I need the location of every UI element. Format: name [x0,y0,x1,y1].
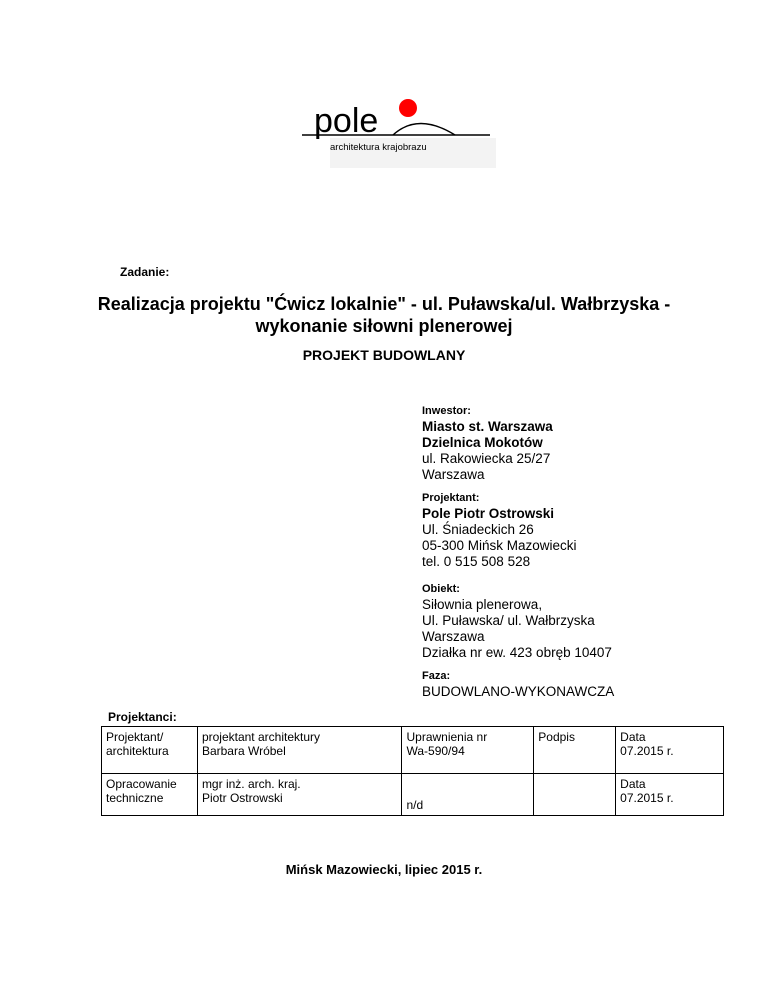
investor-label: Inwestor: [422,405,471,417]
license-number: n/d [406,798,424,812]
object-label: Obiekt: [422,583,460,595]
person-title: mgr inż. arch. kraj. [201,777,301,791]
license-number: Wa-590/94 [406,744,465,758]
phase-label: Faza: [422,670,451,682]
person-title: projektant architektury [201,730,320,744]
logo-tagline: architektura krajobrazu [330,142,427,153]
task-title [0,293,768,337]
date-value: 07.2015 r. [620,744,674,758]
license-label: Uprawnienia nr [406,730,488,744]
phase-block [422,670,614,700]
role-text: Projektant/ [106,730,164,744]
place-date-footer: Mińsk Mazowiecki, lipiec 2015 r. [285,862,483,877]
investor-block [422,405,553,483]
role-text: architektura [106,744,169,758]
phase-value: BUDOWLANO-WYKONAWCZA [422,684,615,699]
object-line1: Siłownia plenerowa, [422,597,543,612]
designer-label: Projektant: [422,492,480,504]
object-line2: Ul. Puławska/ ul. Wałbrzyska [422,613,595,628]
designer-block [422,492,577,570]
task-title-line1: Realizacja projektu "Ćwicz lokalnie" - ul. Puławska/ul. Wałbrzyska - [97,294,671,314]
date-value: 07.2015 r. [620,791,674,805]
object-line4: Działka nr ew. 423 obręb 10407 [422,645,612,660]
logo-red-dot-icon [399,99,417,117]
person-cell [197,727,402,774]
license-cell [402,774,534,816]
person-name: Barbara Wróbel [201,744,286,758]
role-cell [102,727,198,774]
task-title-line2: wykonanie siłowni plenerowej [255,316,513,336]
role-cell [102,774,198,816]
person-cell [197,774,402,816]
date-cell [616,774,724,816]
investor-name2: Dzielnica Mokotów [422,435,543,450]
pole-logo [300,98,496,168]
role-text: Opracowanie [106,777,177,791]
investor-city: Warszawa [422,467,485,482]
person-name: Piotr Ostrowski [201,791,283,805]
signature-cell: Podpis [534,727,616,774]
date-cell [616,727,724,774]
license-cell [402,727,534,774]
logo-word: pole [314,102,379,140]
object-line3: Warszawa [422,629,485,644]
team-label: Projektanci: [108,710,177,724]
date-label: Data [620,777,646,791]
designer-name: Pole Piotr Ostrowski [422,506,555,521]
team-table [101,726,724,816]
table-row [102,774,724,816]
role-text: techniczne [106,791,164,805]
investor-name1: Miasto st. Warszawa [422,419,553,434]
task-label: Zadanie: [120,265,170,279]
investor-address: ul. Rakowiecka 25/27 [422,451,551,466]
signature-cell [534,774,616,816]
designer-phone: tel. 0 515 508 528 [422,554,531,569]
designer-city: 05-300 Mińsk Mazowiecki [422,538,577,553]
document-type: PROJEKT BUDOWLANY [302,347,466,363]
date-label: Data [620,730,646,744]
designer-address: Ul. Śniadeckich 26 [422,522,534,537]
object-block [422,583,612,661]
table-row [102,727,724,774]
